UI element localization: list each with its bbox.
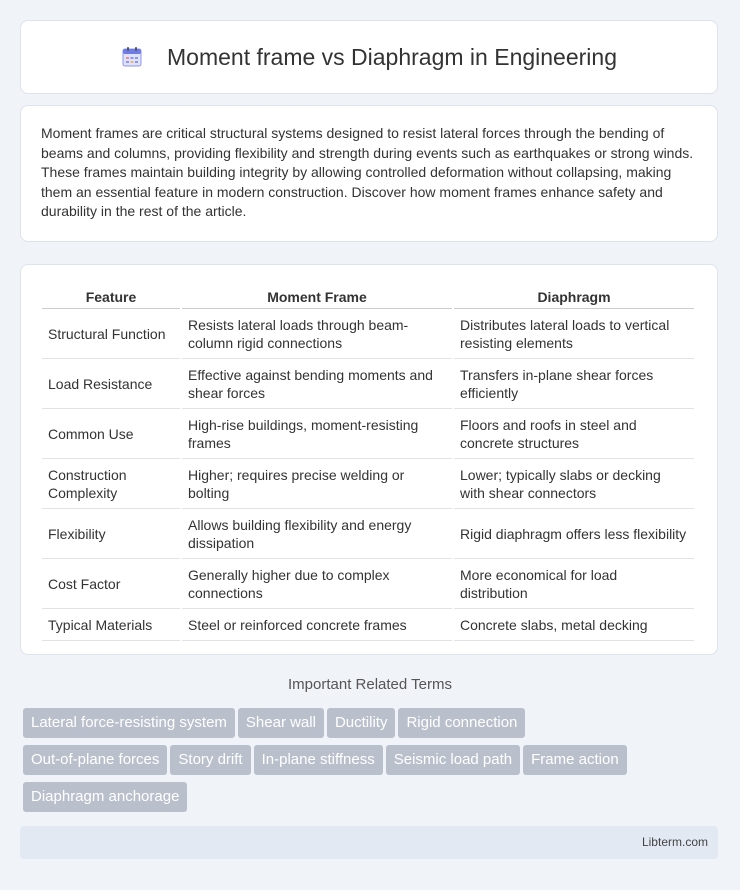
comparison-card [20,264,718,655]
related-term-tag[interactable]: Out-of-plane forces [23,745,167,775]
footer [20,826,718,859]
related-term-tag[interactable]: Ductility [327,708,396,738]
table-row [42,559,694,609]
related-term-tag[interactable]: Diaphragm anchorage [23,782,187,812]
table-cell: Higher; requires precise welding or bolting [182,459,452,509]
table-cell: Flexibility [42,509,180,559]
column-header-feature: Feature [42,285,180,309]
table-cell: Lower; typically slabs or decking with shear connectors [454,459,694,509]
intro-card [20,105,718,242]
table-cell: Typical Materials [42,609,180,641]
table-row [42,459,694,509]
table-header-row [42,285,694,309]
table-cell: Common Use [42,409,180,459]
table-cell: More economical for load distribution [454,559,694,609]
column-header-moment-frame: Moment Frame [182,285,452,309]
table-cell: Resists lateral loads through beam-column rigid connections [182,309,452,359]
related-term-tag[interactable]: Rigid connection [398,708,525,738]
title-card [20,20,718,94]
table-row [42,509,694,559]
related-terms-list [23,708,723,819]
table-cell: Concrete slabs, metal decking [454,609,694,641]
table-cell: Transfers in-plane shear forces efficiently [454,359,694,409]
related-term-tag[interactable]: In-plane stiffness [254,745,383,775]
table-row [42,309,694,359]
table-cell: Structural Function [42,309,180,359]
table-cell: Rigid diaphragm offers less flexibility [454,509,694,559]
table-cell: Allows building flexibility and energy dissipation [182,509,452,559]
page-title: Moment frame vs Diaphragm in Engineering [167,43,617,70]
table-cell: Effective against bending moments and shear forces [182,359,452,409]
table-cell: Distributes lateral loads to vertical resisting elements [454,309,694,359]
table-row [42,359,694,409]
related-term-tag[interactable]: Shear wall [238,708,324,738]
footer-site-link[interactable]: Libterm.com [641,835,708,849]
related-term-tag[interactable]: Frame action [523,745,627,775]
comparison-table [40,285,696,641]
table-cell: Construction Complexity [42,459,180,509]
table-cell: Steel or reinforced concrete frames [182,609,452,641]
related-term-tag[interactable]: Lateral force-resisting system [23,708,235,738]
table-row [42,409,694,459]
related-term-tag[interactable]: Seismic load path [386,745,520,775]
related-terms-heading: Important Related Terms [288,676,452,693]
table-cell: Cost Factor [42,559,180,609]
table-cell: High-rise buildings, moment-resisting frames [182,409,452,459]
intro-text: Moment frames are critical structural systems designed to resist lateral forces through the bending of beams and columns, providing flexibility and strength during events such as earthquakes or strong winds. These frames maintain building integrity by allowing controlled deformation without collapsing, making them an essential feature in modern construction. Discover how moment frames enhance safety and durability in the rest of the article. [41,125,694,219]
calendar-icon [121,46,143,68]
table-row [42,609,694,641]
column-header-diaphragm: Diaphragm [454,285,694,309]
table-cell: Generally higher due to complex connections [182,559,452,609]
related-term-tag[interactable]: Story drift [170,745,250,775]
table-cell: Floors and roofs in steel and concrete structures [454,409,694,459]
table-cell: Load Resistance [42,359,180,409]
